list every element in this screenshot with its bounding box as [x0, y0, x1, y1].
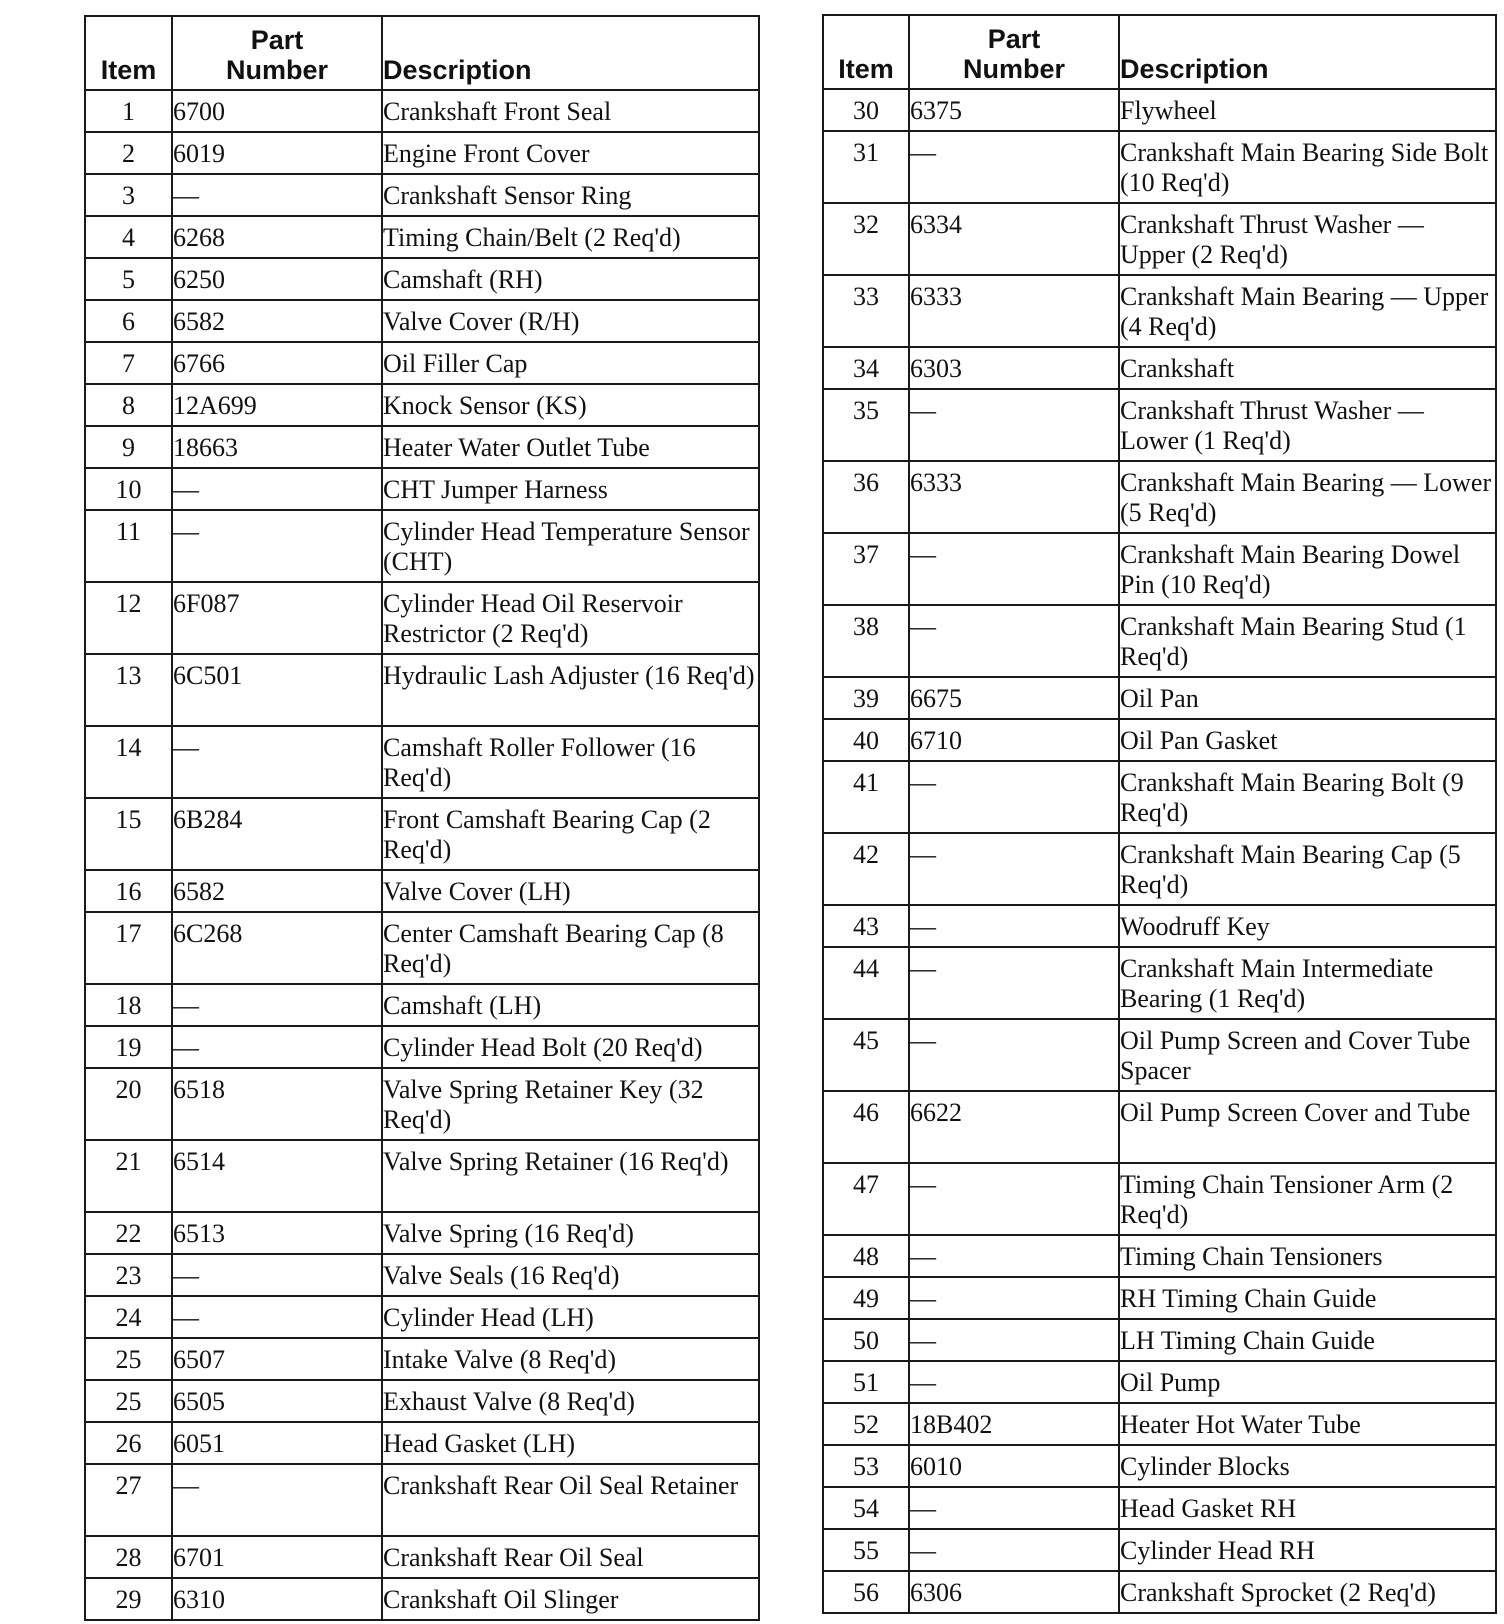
part-number-cell: 6019 [172, 132, 382, 174]
item-number-cell: 19 [85, 1026, 172, 1068]
part-number-cell: 6C501 [172, 654, 382, 726]
table-row [823, 203, 1496, 275]
description-cell: Timing Chain Tensioners [1119, 1235, 1496, 1277]
item-number-cell: 21 [85, 1140, 172, 1212]
item-number-cell: 1 [85, 90, 172, 132]
item-number-cell: 27 [85, 1464, 172, 1536]
table-row [85, 300, 759, 342]
part-number-cell: — [909, 1319, 1119, 1361]
item-number-cell: 6 [85, 300, 172, 342]
description-cell: Hydraulic Lash Adjuster (16 Req'd) [382, 654, 759, 726]
part-number-cell: 6505 [172, 1380, 382, 1422]
item-number-cell: 4 [85, 216, 172, 258]
description-cell: Woodruff Key [1119, 905, 1496, 947]
part-number-cell: 6303 [909, 347, 1119, 389]
item-number-cell: 48 [823, 1235, 909, 1277]
part-number-cell: — [172, 726, 382, 798]
item-column-header: Item [823, 15, 909, 89]
part-number-cell: 6507 [172, 1338, 382, 1380]
description-cell: Oil Pump [1119, 1361, 1496, 1403]
table-row [85, 510, 759, 582]
part-number-cell: — [172, 1296, 382, 1338]
description-cell: Crankshaft Main Bearing Bolt (9 Req'd) [1119, 761, 1496, 833]
description-column-header: Description [1119, 15, 1496, 89]
description-cell: Crankshaft Main Intermediate Bearing (1 Req'd) [1119, 947, 1496, 1019]
description-cell: Crankshaft Thrust Washer — Lower (1 Req'd) [1119, 389, 1496, 461]
table-row [85, 216, 759, 258]
item-number-cell: 9 [85, 426, 172, 468]
description-cell: Oil Pan Gasket [1119, 719, 1496, 761]
description-cell: Camshaft (LH) [382, 984, 759, 1026]
description-cell: Valve Spring Retainer (16 Req'd) [382, 1140, 759, 1212]
item-number-cell: 17 [85, 912, 172, 984]
part-number-cell: — [909, 905, 1119, 947]
description-cell: Cylinder Blocks [1119, 1445, 1496, 1487]
description-cell: Front Camshaft Bearing Cap (2 Req'd) [382, 798, 759, 870]
description-cell: Heater Water Outlet Tube [382, 426, 759, 468]
part-number-cell: 6306 [909, 1571, 1119, 1613]
description-cell: LH Timing Chain Guide [1119, 1319, 1496, 1361]
item-number-cell: 46 [823, 1091, 909, 1163]
item-column-header: Item [85, 16, 172, 90]
description-cell: Crankshaft Rear Oil Seal [382, 1536, 759, 1578]
part-number-cell: 6F087 [172, 582, 382, 654]
table-row [823, 719, 1496, 761]
part-number-cell: — [909, 1019, 1119, 1091]
item-number-cell: 52 [823, 1403, 909, 1445]
description-cell: Crankshaft Oil Slinger [382, 1578, 759, 1620]
part-number-cell: 6518 [172, 1068, 382, 1140]
description-cell: Exhaust Valve (8 Req'd) [382, 1380, 759, 1422]
part-number-cell: 6250 [172, 258, 382, 300]
part-number-cell: — [909, 605, 1119, 677]
part-number-cell: — [909, 1361, 1119, 1403]
table-row [85, 1212, 759, 1254]
part-number-cell: — [909, 947, 1119, 1019]
part-number-cell: 6582 [172, 300, 382, 342]
item-number-cell: 24 [85, 1296, 172, 1338]
table-row [85, 384, 759, 426]
part-number-cell: 6010 [909, 1445, 1119, 1487]
table-row [823, 275, 1496, 347]
item-number-cell: 2 [85, 132, 172, 174]
item-number-cell: 15 [85, 798, 172, 870]
item-number-cell: 28 [85, 1536, 172, 1578]
description-cell: RH Timing Chain Guide [1119, 1277, 1496, 1319]
part-number-cell: 6700 [172, 90, 382, 132]
table-row [85, 1380, 759, 1422]
description-cell: Knock Sensor (KS) [382, 384, 759, 426]
table-row [85, 1296, 759, 1338]
table-row [85, 1254, 759, 1296]
part-number-cell: 6375 [909, 89, 1119, 131]
part-number-cell: — [909, 833, 1119, 905]
item-number-cell: 3 [85, 174, 172, 216]
description-column-header: Description [382, 16, 759, 90]
item-number-cell: 22 [85, 1212, 172, 1254]
part-number-cell: — [172, 510, 382, 582]
description-cell: Engine Front Cover [382, 132, 759, 174]
item-number-cell: 25 [85, 1380, 172, 1422]
item-number-cell: 42 [823, 833, 909, 905]
item-number-cell: 18 [85, 984, 172, 1026]
part-number-cell: 6268 [172, 216, 382, 258]
part-number-cell: 6310 [172, 1578, 382, 1620]
description-cell: Oil Pan [1119, 677, 1496, 719]
table-row [85, 426, 759, 468]
item-number-cell: 41 [823, 761, 909, 833]
table-row [85, 1140, 759, 1212]
description-cell: Cylinder Head Oil Reservoir Restrictor (2 Req'd) [382, 582, 759, 654]
item-number-cell: 16 [85, 870, 172, 912]
item-number-cell: 53 [823, 1445, 909, 1487]
item-number-cell: 47 [823, 1163, 909, 1235]
part-number-cell: 6675 [909, 677, 1119, 719]
part-number-column-header: Part Number [172, 16, 382, 90]
description-cell: Oil Pump Screen Cover and Tube [1119, 1091, 1496, 1163]
item-number-cell: 34 [823, 347, 909, 389]
item-number-cell: 54 [823, 1487, 909, 1529]
table-row [85, 1422, 759, 1464]
description-cell: Valve Cover (LH) [382, 870, 759, 912]
table-row [823, 1487, 1496, 1529]
table-row [85, 654, 759, 726]
item-number-cell: 51 [823, 1361, 909, 1403]
item-number-cell: 32 [823, 203, 909, 275]
item-number-cell: 13 [85, 654, 172, 726]
table-row [85, 870, 759, 912]
table-row [823, 347, 1496, 389]
item-number-cell: 50 [823, 1319, 909, 1361]
part-number-cell: — [172, 1464, 382, 1536]
item-number-cell: 56 [823, 1571, 909, 1613]
table-row [85, 726, 759, 798]
item-number-cell: 36 [823, 461, 909, 533]
item-number-cell: 20 [85, 1068, 172, 1140]
part-number-cell: 6710 [909, 719, 1119, 761]
part-number-cell: — [172, 174, 382, 216]
table-row [823, 905, 1496, 947]
item-number-cell: 37 [823, 533, 909, 605]
description-cell: Cylinder Head Bolt (20 Req'd) [382, 1026, 759, 1068]
item-number-cell: 7 [85, 342, 172, 384]
table-row [823, 1277, 1496, 1319]
description-cell: Camshaft (RH) [382, 258, 759, 300]
part-number-cell: 6513 [172, 1212, 382, 1254]
item-number-cell: 49 [823, 1277, 909, 1319]
table-header-row [823, 15, 1496, 89]
part-number-cell: 6582 [172, 870, 382, 912]
item-number-cell: 31 [823, 131, 909, 203]
table-row [823, 1019, 1496, 1091]
table-row [823, 389, 1496, 461]
description-cell: Crankshaft Main Bearing Side Bolt (10 Req'd) [1119, 131, 1496, 203]
table-row [823, 1163, 1496, 1235]
description-cell: Head Gasket RH [1119, 1487, 1496, 1529]
description-cell: Intake Valve (8 Req'd) [382, 1338, 759, 1380]
description-cell: Crankshaft Main Bearing Cap (5 Req'd) [1119, 833, 1496, 905]
part-number-cell: — [909, 389, 1119, 461]
part-number-cell: 6051 [172, 1422, 382, 1464]
item-number-cell: 35 [823, 389, 909, 461]
part-number-cell: 6514 [172, 1140, 382, 1212]
part-number-cell: 12A699 [172, 384, 382, 426]
part-number-cell: — [172, 468, 382, 510]
table-row [823, 1529, 1496, 1571]
table-row [823, 1445, 1496, 1487]
description-cell: Cylinder Head Temperature Sensor (CHT) [382, 510, 759, 582]
table-row [823, 461, 1496, 533]
table-row [823, 131, 1496, 203]
item-number-cell: 10 [85, 468, 172, 510]
part-number-cell: — [909, 1277, 1119, 1319]
description-cell: Oil Filler Cap [382, 342, 759, 384]
part-number-cell: — [172, 1254, 382, 1296]
part-number-cell: — [909, 131, 1119, 203]
part-number-cell: 6B284 [172, 798, 382, 870]
parts-table-left-body [85, 90, 759, 1620]
part-number-cell: 6701 [172, 1536, 382, 1578]
table-row [823, 1361, 1496, 1403]
table-row [85, 174, 759, 216]
table-row [823, 605, 1496, 677]
description-cell: Head Gasket (LH) [382, 1422, 759, 1464]
description-cell: Oil Pump Screen and Cover Tube Spacer [1119, 1019, 1496, 1091]
table-row [823, 1571, 1496, 1613]
part-number-cell: 6334 [909, 203, 1119, 275]
description-cell: Center Camshaft Bearing Cap (8 Req'd) [382, 912, 759, 984]
table-row [823, 533, 1496, 605]
item-number-cell: 26 [85, 1422, 172, 1464]
part-number-cell: 6333 [909, 275, 1119, 347]
part-number-cell: 6C268 [172, 912, 382, 984]
table-row [85, 984, 759, 1026]
part-number-cell: — [172, 984, 382, 1026]
part-number-cell: — [909, 1529, 1119, 1571]
item-number-cell: 8 [85, 384, 172, 426]
table-row [85, 1026, 759, 1068]
table-row [85, 798, 759, 870]
description-cell: Crankshaft Sensor Ring [382, 174, 759, 216]
table-row [85, 1338, 759, 1380]
table-row [85, 1536, 759, 1578]
description-cell: Cylinder Head (LH) [382, 1296, 759, 1338]
item-number-cell: 23 [85, 1254, 172, 1296]
table-row [823, 833, 1496, 905]
item-number-cell: 39 [823, 677, 909, 719]
part-number-cell: — [909, 1235, 1119, 1277]
table-row [85, 90, 759, 132]
item-number-cell: 29 [85, 1578, 172, 1620]
item-number-cell: 25 [85, 1338, 172, 1380]
table-row [823, 1319, 1496, 1361]
table-row [823, 1235, 1496, 1277]
part-number-cell: — [909, 1487, 1119, 1529]
description-cell: Flywheel [1119, 89, 1496, 131]
item-number-cell: 38 [823, 605, 909, 677]
table-row [85, 1578, 759, 1620]
description-cell: Crankshaft Rear Oil Seal Retainer [382, 1464, 759, 1536]
table-row [85, 258, 759, 300]
description-cell: Crankshaft Main Bearing Dowel Pin (10 Req'd) [1119, 533, 1496, 605]
parts-table-right [822, 14, 1497, 1614]
table-row [85, 342, 759, 384]
table-row [85, 132, 759, 174]
table-row [823, 947, 1496, 1019]
description-cell: Crankshaft Front Seal [382, 90, 759, 132]
description-cell: Heater Hot Water Tube [1119, 1403, 1496, 1445]
description-cell: Crankshaft Thrust Washer — Upper (2 Req'd) [1119, 203, 1496, 275]
description-cell: Crankshaft Main Bearing — Upper (4 Req'd) [1119, 275, 1496, 347]
description-cell: Timing Chain Tensioner Arm (2 Req'd) [1119, 1163, 1496, 1235]
item-number-cell: 14 [85, 726, 172, 798]
part-number-cell: 18B402 [909, 1403, 1119, 1445]
parts-table-left [84, 15, 760, 1621]
description-cell: Timing Chain/Belt (2 Req'd) [382, 216, 759, 258]
description-cell: Crankshaft Main Bearing Stud (1 Req'd) [1119, 605, 1496, 677]
description-cell: CHT Jumper Harness [382, 468, 759, 510]
item-number-cell: 33 [823, 275, 909, 347]
description-cell: Crankshaft Main Bearing — Lower (5 Req'd) [1119, 461, 1496, 533]
part-number-cell: 18663 [172, 426, 382, 468]
part-number-cell: — [909, 533, 1119, 605]
part-number-cell: 6766 [172, 342, 382, 384]
table-row [85, 1464, 759, 1536]
description-cell: Crankshaft [1119, 347, 1496, 389]
part-number-cell: — [172, 1026, 382, 1068]
description-cell: Crankshaft Sprocket (2 Req'd) [1119, 1571, 1496, 1613]
item-number-cell: 44 [823, 947, 909, 1019]
description-cell: Cylinder Head RH [1119, 1529, 1496, 1571]
table-row [85, 1068, 759, 1140]
part-number-cell: 6333 [909, 461, 1119, 533]
item-number-cell: 30 [823, 89, 909, 131]
table-row [85, 912, 759, 984]
description-cell: Camshaft Roller Follower (16 Req'd) [382, 726, 759, 798]
table-row [823, 1403, 1496, 1445]
table-row [823, 761, 1496, 833]
item-number-cell: 5 [85, 258, 172, 300]
item-number-cell: 11 [85, 510, 172, 582]
description-cell: Valve Spring Retainer Key (32 Req'd) [382, 1068, 759, 1140]
table-header-row [85, 16, 759, 90]
item-number-cell: 45 [823, 1019, 909, 1091]
table-row [85, 582, 759, 654]
item-number-cell: 40 [823, 719, 909, 761]
description-cell: Valve Spring (16 Req'd) [382, 1212, 759, 1254]
table-row [85, 468, 759, 510]
description-cell: Valve Seals (16 Req'd) [382, 1254, 759, 1296]
table-row [823, 89, 1496, 131]
part-number-cell: 6622 [909, 1091, 1119, 1163]
part-number-column-header: Part Number [909, 15, 1119, 89]
table-row [823, 1091, 1496, 1163]
table-row [823, 677, 1496, 719]
item-number-cell: 55 [823, 1529, 909, 1571]
item-number-cell: 43 [823, 905, 909, 947]
part-number-cell: — [909, 1163, 1119, 1235]
item-number-cell: 12 [85, 582, 172, 654]
part-number-cell: — [909, 761, 1119, 833]
description-cell: Valve Cover (R/H) [382, 300, 759, 342]
parts-table-right-body [823, 89, 1496, 1613]
